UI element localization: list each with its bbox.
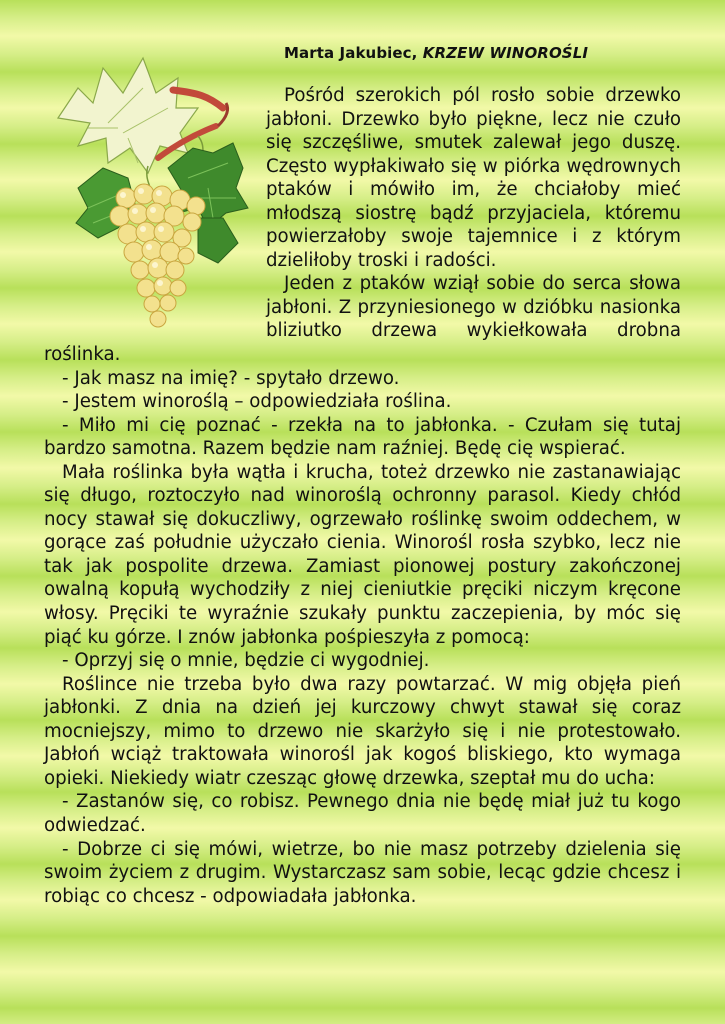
- author-name: Marta Jakubiec,: [284, 44, 418, 62]
- paragraph: Pośród szerokich pól rosło sobie drzewko jabłoni. Drzewko było piękne, lecz nie czuło się szczęśliwe, smutek zalewał jego duszę. Często wypłakiwało się w piórka wędrownych ptaków i mówiło im, że chciałoby mieć młodszą siostrę bądź przyjaciela, któremu powierzałoby swoje tajemnice i z którym dzieliłoby troski i radości.: [266, 85, 681, 271]
- story-title: KRZEW WINOROŚLI: [422, 44, 589, 62]
- paragraph: Jeden z ptaków wziął sobie do serca słowa jabłoni. Z przyniesionego w dzióbku nasionka bliziutko drzewa wykiełkowała drobna roślinka.: [44, 273, 681, 366]
- document-header: [284, 44, 704, 62]
- dialogue-line: - Dobrze ci się mówi, wietrze, bo nie masz potrzeby dzielenia się swoim życiem z drugim. Wystarczasz sam sobie, lecąc gdzie chcesz i robiąc co chcesz - odpowiadała jabłonka.: [44, 838, 681, 907]
- paragraph: Mała roślinka była wątła i krucha, toteż drzewko nie zastanawiając się długo, roztoczyło nad winoroślą ochronny parasol. Kiedy chłód nocy stawał się dokuczliwy, ogrzewało roślinkę swoim oddechem, w gorące zaś południe użyczało cienia. Winorośl rosła szybko, lecz nie tak jak pospolite drzewa. Zamiast pionowej postury zakończonej owalną kopułą wychodziły z niej cieniutkie pręciki niczym kręcone włosy. Pręciki te wyraźnie szukały punktu zaczepienia, by móc się piąć ku górze. I znów jabłonka pośpieszyła z pomocą:: [44, 461, 681, 648]
- story-body: [44, 84, 681, 908]
- dialogue-line: - Jak masz na imię? - spytało drzewo.: [62, 367, 400, 389]
- paragraph: Roślince nie trzeba było dwa razy powtarzać. W mig objęła pień jabłonki. Z dnia na dzień jej kurczowy chwyt stawał się coraz mocniejszy, mimo to drzewo nie skarżyło się i nie protestowało. Jabłoń wciąż traktowała winorośl jak kogoś bliskiego, kto wymaga opieki. Niekiedy wiatr czesząc głowę drzewka, szeptał mu do ucha:: [44, 673, 681, 789]
- dialogue-line: - Jestem winoroślą – odpowiedziała roślina.: [62, 391, 452, 413]
- dialogue-line: - Zastanów się, co robisz. Pewnego dnia nie będę miał już tu kogo odwiedzać.: [44, 791, 681, 836]
- dialogue-line: - Miło mi cię poznać - rzekła na to jabłonka. - Czułam się tutaj bardzo samotna. Razem będzie nam raźniej. Będę cię wspierać.: [44, 414, 681, 460]
- dialogue-line: - Oprzyj się o mnie, będzie ci wygodniej.: [62, 650, 430, 672]
